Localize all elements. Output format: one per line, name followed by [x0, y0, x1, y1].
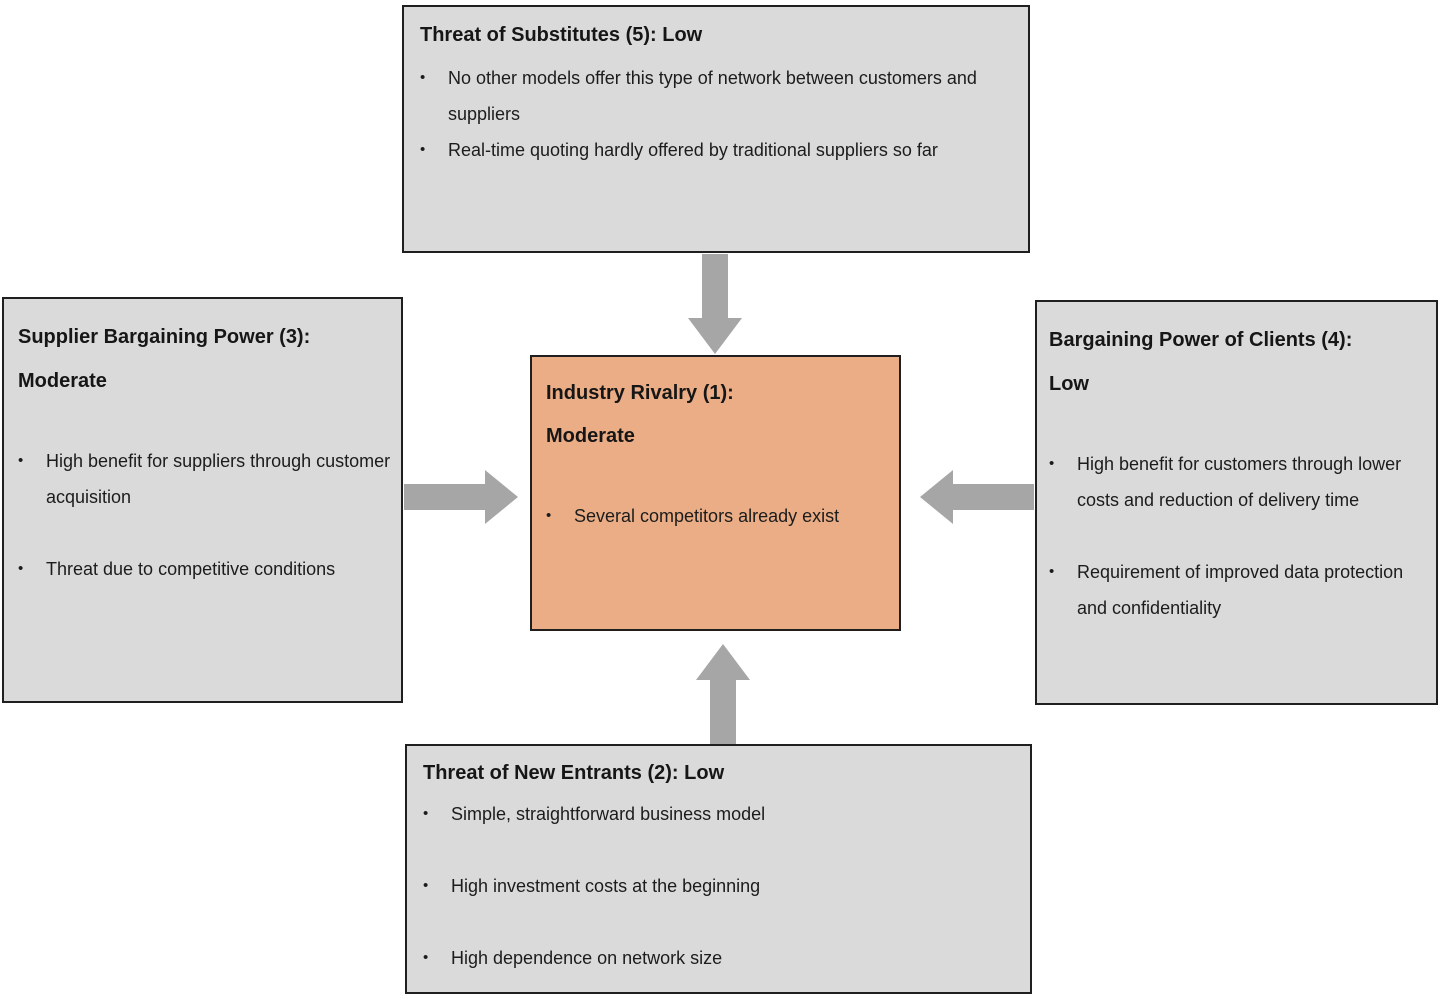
bullet-text: Real-time quoting hardly offered by traditional suppliers so far — [448, 140, 938, 160]
arrow-left-icon — [920, 470, 1034, 524]
box-title-line: Bargaining Power of Clients (4): — [1049, 329, 1353, 351]
box-title-line: Moderate — [546, 425, 635, 447]
arrow-up-icon — [696, 644, 750, 744]
bullet-icon: • — [18, 560, 24, 577]
bullet-text: High benefit for suppliers through customer acquisition — [46, 451, 391, 507]
bargaining-power-of-clients-box — [1035, 300, 1438, 705]
bullet-icon: • — [546, 507, 552, 524]
bullet-icon: • — [423, 949, 429, 966]
list-item — [420, 60, 1010, 132]
bullet-list — [18, 443, 391, 587]
bullet-icon: • — [423, 877, 429, 894]
box-title: Threat of New Entrants (2): Low — [423, 762, 725, 784]
bullet-list — [420, 60, 1010, 168]
list-item — [423, 796, 1012, 832]
arrow-down-shape — [688, 254, 742, 354]
box-title-line: Moderate — [18, 370, 107, 392]
bullet-icon: • — [423, 805, 429, 822]
list-item — [420, 132, 1010, 168]
bullet-icon: • — [1049, 455, 1055, 472]
list-item — [423, 940, 1012, 976]
bullet-icon: • — [18, 452, 24, 469]
bullet-text: High investment costs at the beginning — [451, 876, 761, 896]
list-item — [18, 551, 391, 587]
list-item — [18, 443, 391, 515]
list-item — [1049, 554, 1417, 626]
bullet-text: Threat due to competitive conditions — [46, 559, 336, 579]
arrow-up-shape — [696, 644, 750, 744]
bullet-text: Several competitors already exist — [574, 506, 840, 526]
bullet-list — [423, 796, 1012, 976]
box-title-line: Low — [1049, 373, 1089, 395]
bullet-list — [546, 498, 887, 534]
threat-of-new-entrants-box — [405, 744, 1032, 994]
arrow-left-shape — [920, 470, 1034, 524]
arrow-right-shape — [404, 470, 518, 524]
box-title — [18, 315, 391, 403]
box-title — [1049, 318, 1417, 406]
threat-of-substitutes-box — [402, 5, 1030, 253]
supplier-bargaining-power-box — [2, 297, 403, 703]
list-item — [423, 868, 1012, 904]
bullet-text: Simple, straightforward business model — [451, 804, 766, 824]
box-title: Threat of Substitutes (5): Low — [420, 24, 703, 46]
industry-rivalry-box — [530, 355, 901, 631]
bullet-list — [1049, 446, 1417, 626]
bullet-text: High dependence on network size — [451, 948, 723, 968]
bullet-icon: • — [420, 141, 426, 158]
bullet-text: Requirement of improved data protection and confidentiality — [1077, 562, 1404, 618]
bullet-icon: • — [1049, 563, 1055, 580]
bullet-text: High benefit for customers through lower costs and reduction of delivery time — [1077, 454, 1402, 510]
list-item — [1049, 446, 1417, 518]
box-title-line: Supplier Bargaining Power (3): — [18, 326, 311, 348]
arrow-right-icon — [404, 470, 518, 524]
list-item — [546, 498, 887, 534]
bullet-icon: • — [420, 69, 426, 86]
box-title-line: Industry Rivalry (1): — [546, 382, 734, 404]
bullet-text: No other models offer this type of network between customers and suppliers — [448, 68, 977, 124]
arrow-down-icon — [688, 254, 742, 354]
box-title — [546, 372, 887, 458]
